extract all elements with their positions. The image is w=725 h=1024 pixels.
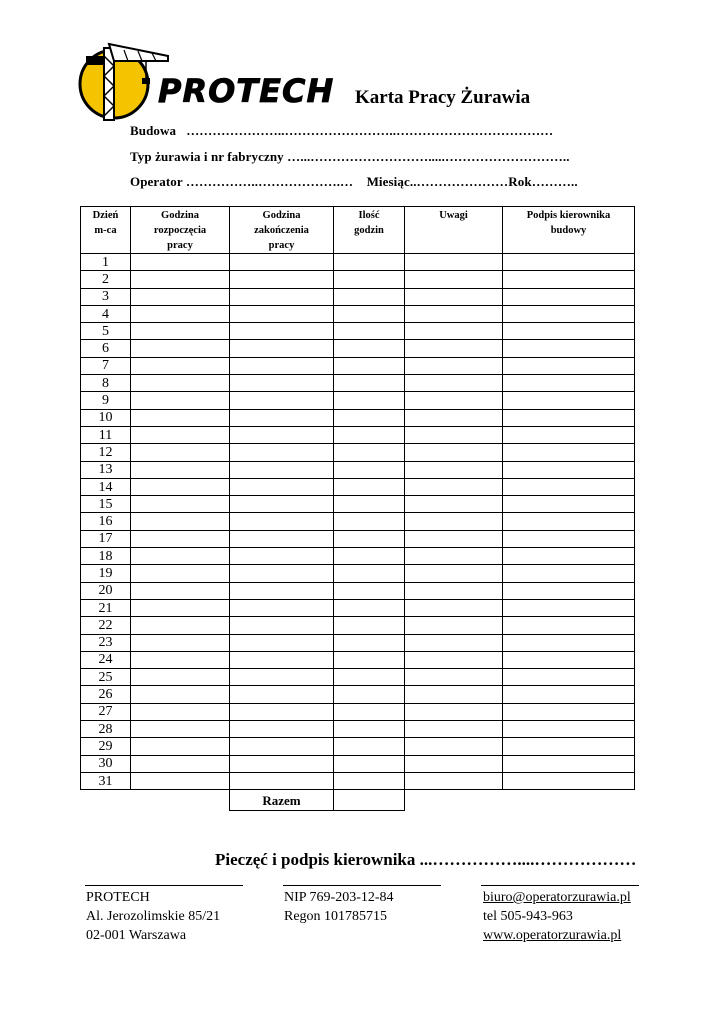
signature-cell[interactable] [503, 426, 635, 443]
day-number: 31 [81, 772, 131, 789]
company-nip: NIP 769-203-12-84 [284, 890, 394, 905]
day-number: 24 [81, 651, 131, 668]
total-hours-cell[interactable] [334, 790, 405, 811]
day-number: 28 [81, 721, 131, 738]
end-time-cell[interactable] [230, 496, 334, 513]
table-row [81, 738, 635, 755]
hours-cell[interactable] [334, 703, 405, 720]
end-time-cell[interactable] [230, 392, 334, 409]
end-time-cell[interactable] [230, 340, 334, 357]
notes-cell[interactable] [405, 686, 503, 703]
signature-cell[interactable] [503, 288, 635, 305]
signature-cell[interactable] [503, 703, 635, 720]
signature-cell[interactable] [503, 478, 635, 495]
field-budowa [130, 123, 553, 139]
day-number: 25 [81, 669, 131, 686]
day-number: 19 [81, 565, 131, 582]
col-day-header-line1: Dzień [92, 210, 119, 221]
signature-cell[interactable] [503, 686, 635, 703]
end-time-cell[interactable] [230, 686, 334, 703]
notes-cell[interactable] [405, 288, 503, 305]
signature-cell[interactable] [503, 755, 635, 772]
col-start-header-line2: rozpoczęcia [153, 225, 207, 236]
table-row [81, 496, 635, 513]
hours-cell[interactable] [334, 323, 405, 340]
table-row [81, 409, 635, 426]
table-row [81, 548, 635, 565]
table-row [81, 392, 635, 409]
start-time-cell[interactable] [131, 409, 230, 426]
table-row [81, 617, 635, 634]
notes-cell[interactable] [405, 444, 503, 461]
hours-cell[interactable] [334, 254, 405, 271]
hours-cell[interactable] [334, 651, 405, 668]
day-number: 8 [81, 375, 131, 392]
end-time-cell[interactable] [230, 721, 334, 738]
notes-cell[interactable] [405, 738, 503, 755]
total-spacer [503, 790, 635, 811]
start-time-cell[interactable] [131, 323, 230, 340]
start-time-cell[interactable] [131, 254, 230, 271]
hours-cell[interactable] [334, 357, 405, 374]
notes-cell[interactable] [405, 721, 503, 738]
field-month-blank: ..………………… [409, 174, 509, 189]
notes-cell[interactable] [405, 461, 503, 478]
total-label: Razem [230, 790, 334, 811]
end-time-cell[interactable] [230, 513, 334, 530]
table-row [81, 721, 635, 738]
signature-blank: ...……………....……………… [419, 850, 637, 869]
day-number: 21 [81, 599, 131, 616]
end-time-cell[interactable] [230, 755, 334, 772]
notes-cell[interactable] [405, 530, 503, 547]
notes-cell[interactable] [405, 305, 503, 322]
document-title: Karta Pracy Żurawia [355, 87, 531, 108]
start-time-cell[interactable] [131, 357, 230, 374]
day-number: 10 [81, 409, 131, 426]
end-time-cell[interactable] [230, 426, 334, 443]
start-time-cell[interactable] [131, 392, 230, 409]
table-row [81, 651, 635, 668]
field-budowa-blank: …………………..……………………..……………………………… [186, 123, 554, 138]
day-number: 1 [81, 254, 131, 271]
notes-cell[interactable] [405, 478, 503, 495]
hours-cell[interactable] [334, 617, 405, 634]
hours-cell[interactable] [334, 444, 405, 461]
end-time-cell[interactable] [230, 599, 334, 616]
notes-cell[interactable] [405, 323, 503, 340]
hours-cell[interactable] [334, 634, 405, 651]
hours-cell[interactable] [334, 375, 405, 392]
end-time-cell[interactable] [230, 271, 334, 288]
hours-cell[interactable] [334, 392, 405, 409]
end-time-cell[interactable] [230, 617, 334, 634]
signature-cell[interactable] [503, 323, 635, 340]
col-sign-header-line2: budowy [550, 225, 587, 236]
total-spacer [405, 790, 503, 811]
hours-cell[interactable] [334, 478, 405, 495]
table-row [81, 461, 635, 478]
signature-cell[interactable] [503, 305, 635, 322]
hours-cell[interactable] [334, 755, 405, 772]
table-row [81, 426, 635, 443]
day-number: 7 [81, 357, 131, 374]
start-time-cell[interactable] [131, 582, 230, 599]
hours-cell[interactable] [334, 426, 405, 443]
signature-cell[interactable] [503, 617, 635, 634]
footer-divider [481, 885, 639, 886]
end-time-cell[interactable] [230, 548, 334, 565]
table-body [81, 254, 635, 811]
notes-cell[interactable] [405, 582, 503, 599]
day-number: 17 [81, 530, 131, 547]
table-row [81, 513, 635, 530]
notes-cell[interactable] [405, 703, 503, 720]
col-start-header-line3: pracy [167, 240, 193, 251]
col-day-header-line2: m-ca [94, 225, 117, 236]
signature-cell[interactable] [503, 721, 635, 738]
footer-divider [283, 885, 441, 886]
day-number: 9 [81, 392, 131, 409]
notes-cell[interactable] [405, 409, 503, 426]
total-spacer [81, 790, 131, 811]
start-time-cell[interactable] [131, 548, 230, 565]
tower-crane-icon [76, 42, 335, 124]
signature-cell[interactable] [503, 392, 635, 409]
table-row [81, 669, 635, 686]
col-hours-header-line1: Ilość [358, 210, 380, 221]
end-time-cell[interactable] [230, 409, 334, 426]
table-row [81, 305, 635, 322]
col-end-header-line2: zakończenia [254, 225, 309, 236]
col-hours-header [334, 207, 405, 254]
end-time-cell[interactable] [230, 669, 334, 686]
end-time-cell[interactable] [230, 634, 334, 651]
hours-cell[interactable] [334, 288, 405, 305]
end-time-cell[interactable] [230, 444, 334, 461]
hours-cell[interactable] [334, 305, 405, 322]
start-time-cell[interactable] [131, 738, 230, 755]
day-number: 20 [81, 582, 131, 599]
table-row [81, 582, 635, 599]
notes-cell[interactable] [405, 548, 503, 565]
col-sign-header-line1: Podpis kierownika [526, 210, 611, 221]
start-time-cell[interactable] [131, 340, 230, 357]
end-time-cell[interactable] [230, 305, 334, 322]
signature-cell[interactable] [503, 669, 635, 686]
end-time-cell[interactable] [230, 375, 334, 392]
field-operator-blank: ……………..……………….… [185, 174, 354, 189]
company-name: PROTECH [86, 890, 150, 905]
day-number: 16 [81, 513, 131, 530]
notes-cell[interactable] [405, 496, 503, 513]
day-number: 2 [81, 271, 131, 288]
table-row [81, 357, 635, 374]
table-row [81, 271, 635, 288]
hours-cell[interactable] [334, 340, 405, 357]
table-header-row [81, 207, 635, 254]
field-budowa-label: Budowa [130, 123, 177, 138]
start-time-cell[interactable] [131, 617, 230, 634]
hours-cell[interactable] [334, 271, 405, 288]
hours-cell[interactable] [334, 738, 405, 755]
hours-cell[interactable] [334, 721, 405, 738]
signature-cell[interactable] [503, 651, 635, 668]
signature-cell[interactable] [503, 772, 635, 789]
day-number: 18 [81, 548, 131, 565]
footer-contact [483, 888, 631, 945]
hours-cell[interactable] [334, 686, 405, 703]
table-row [81, 686, 635, 703]
signature-cell[interactable] [503, 271, 635, 288]
field-operator-line [130, 174, 578, 190]
table-row [81, 530, 635, 547]
day-number: 6 [81, 340, 131, 357]
start-time-cell[interactable] [131, 721, 230, 738]
end-time-cell[interactable] [230, 738, 334, 755]
signature-cell[interactable] [503, 461, 635, 478]
hours-cell[interactable] [334, 461, 405, 478]
start-time-cell[interactable] [131, 669, 230, 686]
end-time-cell[interactable] [230, 703, 334, 720]
end-time-cell[interactable] [230, 254, 334, 271]
signature-cell[interactable] [503, 409, 635, 426]
notes-cell[interactable] [405, 254, 503, 271]
col-hours-header-line2: godzin [354, 225, 384, 236]
start-time-cell[interactable] [131, 461, 230, 478]
col-start-header-line1: Godzina [161, 210, 199, 221]
hours-cell[interactable] [334, 669, 405, 686]
hours-cell[interactable] [334, 513, 405, 530]
start-time-cell[interactable] [131, 634, 230, 651]
notes-cell[interactable] [405, 565, 503, 582]
field-crane-type-blank: …...……………………….....……………………….. [287, 149, 570, 164]
signature-cell[interactable] [503, 254, 635, 271]
start-time-cell[interactable] [131, 305, 230, 322]
start-time-cell[interactable] [131, 530, 230, 547]
signature-cell[interactable] [503, 375, 635, 392]
website-link[interactable]: www.operatorzurawia.pl [483, 928, 622, 943]
signature-cell[interactable] [503, 634, 635, 651]
start-time-cell[interactable] [131, 755, 230, 772]
notes-cell[interactable] [405, 634, 503, 651]
hours-cell[interactable] [334, 530, 405, 547]
work-log-table [80, 206, 635, 811]
signature-label: Pieczęć i podpis kierownika [215, 850, 416, 869]
signature-cell[interactable] [503, 565, 635, 582]
hours-cell[interactable] [334, 582, 405, 599]
start-time-cell[interactable] [131, 703, 230, 720]
hours-cell[interactable] [334, 409, 405, 426]
notes-cell[interactable] [405, 599, 503, 616]
start-time-cell[interactable] [131, 651, 230, 668]
notes-cell[interactable] [405, 669, 503, 686]
day-number: 3 [81, 288, 131, 305]
end-time-cell[interactable] [230, 478, 334, 495]
start-time-cell[interactable] [131, 478, 230, 495]
day-number: 26 [81, 686, 131, 703]
company-address: Al. Jerozolimskie 85/21 [86, 909, 221, 924]
notes-cell[interactable] [405, 357, 503, 374]
start-time-cell[interactable] [131, 375, 230, 392]
start-time-cell[interactable] [131, 513, 230, 530]
total-spacer [131, 790, 230, 811]
field-crane-type [130, 149, 570, 165]
end-time-cell[interactable] [230, 565, 334, 582]
end-time-cell[interactable] [230, 288, 334, 305]
start-time-cell[interactable] [131, 444, 230, 461]
hours-cell[interactable] [334, 565, 405, 582]
day-number: 12 [81, 444, 131, 461]
signature-cell[interactable] [503, 599, 635, 616]
day-number: 27 [81, 703, 131, 720]
phone-number: tel 505-943-963 [483, 909, 573, 924]
end-time-cell[interactable] [230, 772, 334, 789]
hours-cell[interactable] [334, 772, 405, 789]
notes-cell[interactable] [405, 617, 503, 634]
field-year-blank: ……….. [531, 174, 578, 189]
table-row [81, 444, 635, 461]
table-row [81, 755, 635, 772]
day-number: 15 [81, 496, 131, 513]
hours-cell[interactable] [334, 599, 405, 616]
day-number: 22 [81, 617, 131, 634]
col-sign-header [503, 207, 635, 254]
day-number: 30 [81, 755, 131, 772]
table-row [81, 634, 635, 651]
signature-cell[interactable] [503, 582, 635, 599]
day-number: 4 [81, 305, 131, 322]
company-city: 02-001 Warszawa [86, 928, 187, 943]
table-row [81, 375, 635, 392]
end-time-cell[interactable] [230, 323, 334, 340]
total-row [81, 790, 635, 811]
notes-cell[interactable] [405, 772, 503, 789]
table-row [81, 772, 635, 789]
footer-ids [284, 888, 394, 926]
start-time-cell[interactable] [131, 772, 230, 789]
col-notes-header [405, 207, 503, 254]
start-time-cell[interactable] [131, 271, 230, 288]
signature-cell[interactable] [503, 340, 635, 357]
table-row [81, 323, 635, 340]
field-crane-type-label: Typ żurawia i nr fabryczny [130, 149, 284, 164]
signature-cell[interactable] [503, 496, 635, 513]
day-number: 23 [81, 634, 131, 651]
field-operator-label: Operator [130, 174, 183, 189]
start-time-cell[interactable] [131, 565, 230, 582]
start-time-cell[interactable] [131, 496, 230, 513]
notes-cell[interactable] [405, 271, 503, 288]
signature-line [215, 850, 636, 870]
notes-cell[interactable] [405, 755, 503, 772]
day-number: 29 [81, 738, 131, 755]
notes-cell[interactable] [405, 651, 503, 668]
table-row [81, 288, 635, 305]
col-start-header [131, 207, 230, 254]
end-time-cell[interactable] [230, 461, 334, 478]
company-regon: Regon 101785715 [284, 909, 388, 924]
day-number: 14 [81, 478, 131, 495]
protech-logo [76, 42, 335, 124]
footer-divider [85, 885, 243, 886]
notes-cell[interactable] [405, 513, 503, 530]
notes-cell[interactable] [405, 375, 503, 392]
table-row [81, 254, 635, 271]
footer-company [86, 888, 220, 945]
signature-cell[interactable] [503, 357, 635, 374]
signature-cell[interactable] [503, 548, 635, 565]
notes-cell[interactable] [405, 426, 503, 443]
day-number: 13 [81, 461, 131, 478]
email-link[interactable]: biuro@operatorzurawia.pl [483, 890, 631, 905]
signature-cell[interactable] [503, 444, 635, 461]
table-row [81, 340, 635, 357]
signature-cell[interactable] [503, 530, 635, 547]
col-end-header-line1: Godzina [262, 210, 301, 221]
svg-text:PROTECH: PROTECH [158, 72, 335, 110]
start-time-cell[interactable] [131, 599, 230, 616]
signature-cell[interactable] [503, 738, 635, 755]
table-row [81, 703, 635, 720]
signature-cell[interactable] [503, 513, 635, 530]
table-row [81, 478, 635, 495]
end-time-cell[interactable] [230, 357, 334, 374]
table-row [81, 565, 635, 582]
day-number: 5 [81, 323, 131, 340]
start-time-cell[interactable] [131, 686, 230, 703]
start-time-cell[interactable] [131, 426, 230, 443]
end-time-cell[interactable] [230, 651, 334, 668]
field-year-label: Rok [508, 174, 532, 189]
start-time-cell[interactable] [131, 288, 230, 305]
notes-cell[interactable] [405, 392, 503, 409]
col-end-header-line3: pracy [268, 240, 295, 251]
hours-cell[interactable] [334, 548, 405, 565]
col-end-header [230, 207, 334, 254]
field-month-label: Miesiąc [366, 174, 410, 189]
hours-cell[interactable] [334, 496, 405, 513]
table-row [81, 599, 635, 616]
end-time-cell[interactable] [230, 530, 334, 547]
col-day-header [81, 207, 131, 254]
end-time-cell[interactable] [230, 582, 334, 599]
notes-cell[interactable] [405, 340, 503, 357]
col-notes-header-line1: Uwagi [439, 210, 468, 221]
day-number: 11 [81, 426, 131, 443]
